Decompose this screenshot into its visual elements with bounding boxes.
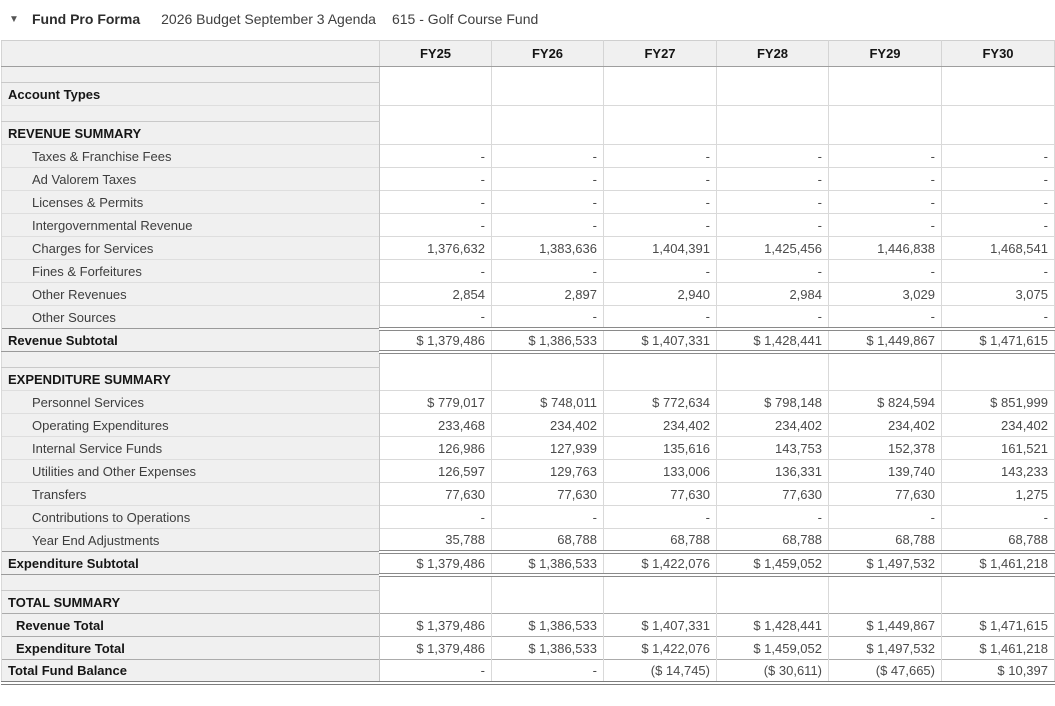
row-label: Utilities and Other Expenses (2, 460, 380, 483)
value-cell-FY26: - (492, 168, 604, 191)
row-label: Year End Adjustments (2, 529, 380, 552)
value-cell-FY26: - (492, 306, 604, 329)
value-cell-FY25 (380, 83, 492, 106)
value-cell-FY30 (942, 575, 1055, 591)
row-label: Revenue Subtotal (2, 329, 380, 352)
value-cell-FY26: $ 1,386,533 (492, 637, 604, 660)
table-row (2, 391, 1055, 414)
value-cell-FY29: $ 824,594 (829, 391, 942, 414)
row-label: Operating Expenditures (2, 414, 380, 437)
value-cell-FY30: - (942, 191, 1055, 214)
value-cell-FY25: - (380, 145, 492, 168)
value-cell-FY26: 68,788 (492, 529, 604, 552)
value-cell-FY27: 133,006 (604, 460, 717, 483)
row-label: Total Fund Balance (2, 660, 380, 683)
row-label: Other Revenues (2, 283, 380, 306)
table-row (2, 214, 1055, 237)
value-cell-FY28: 234,402 (717, 414, 829, 437)
value-cell-FY25: - (380, 191, 492, 214)
value-cell-FY30: 1,468,541 (942, 237, 1055, 260)
value-cell-FY27 (604, 575, 717, 591)
value-cell-FY27: - (604, 506, 717, 529)
value-cell-FY29: - (829, 168, 942, 191)
value-cell-FY28: 1,425,456 (717, 237, 829, 260)
value-cell-FY25 (380, 575, 492, 591)
row-label: TOTAL SUMMARY (2, 591, 380, 614)
table-row (2, 329, 1055, 352)
value-cell-FY29: - (829, 145, 942, 168)
value-cell-FY29: $ 1,497,532 (829, 552, 942, 575)
value-cell-FY29: - (829, 260, 942, 283)
value-cell-FY27: 1,404,391 (604, 237, 717, 260)
table-row (2, 106, 1055, 122)
value-cell-FY27: $ 1,407,331 (604, 614, 717, 637)
value-cell-FY26 (492, 106, 604, 122)
value-cell-FY26: $ 748,011 (492, 391, 604, 414)
table-row (2, 483, 1055, 506)
value-cell-FY27: $ 1,422,076 (604, 552, 717, 575)
table-row (2, 637, 1055, 660)
value-cell-FY29 (829, 83, 942, 106)
value-cell-FY26: 77,630 (492, 483, 604, 506)
value-cell-FY26: - (492, 145, 604, 168)
value-cell-FY28 (717, 352, 829, 368)
value-cell-FY28: - (717, 506, 829, 529)
proforma-header (0, 0, 1055, 27)
value-cell-FY29: 68,788 (829, 529, 942, 552)
row-label: Expenditure Subtotal (2, 552, 380, 575)
row-label: REVENUE SUMMARY (2, 122, 380, 145)
value-cell-FY30: - (942, 168, 1055, 191)
table-row (2, 122, 1055, 145)
value-cell-FY28: - (717, 306, 829, 329)
value-cell-FY30 (942, 352, 1055, 368)
value-cell-FY25: 233,468 (380, 414, 492, 437)
table-row (2, 83, 1055, 106)
value-cell-FY28 (717, 368, 829, 391)
row-label (2, 106, 380, 122)
row-label: Fines & Forfeitures (2, 260, 380, 283)
value-cell-FY30 (942, 83, 1055, 106)
value-cell-FY29: - (829, 214, 942, 237)
row-label: Taxes & Franchise Fees (2, 145, 380, 168)
value-cell-FY30: $ 1,461,218 (942, 637, 1055, 660)
value-cell-FY27: $ 772,634 (604, 391, 717, 414)
value-cell-FY29: - (829, 191, 942, 214)
value-cell-FY29: - (829, 306, 942, 329)
value-cell-FY25: $ 1,379,486 (380, 329, 492, 352)
table-row (2, 352, 1055, 368)
row-label: Charges for Services (2, 237, 380, 260)
table-row (2, 191, 1055, 214)
value-cell-FY28 (717, 106, 829, 122)
table-header-row (2, 41, 1055, 67)
value-cell-FY28: ($ 30,611) (717, 660, 829, 683)
value-cell-FY30: 68,788 (942, 529, 1055, 552)
value-cell-FY27: - (604, 214, 717, 237)
value-cell-FY28: $ 798,148 (717, 391, 829, 414)
column-header-FY30: FY30 (942, 41, 1055, 67)
value-cell-FY26: $ 1,386,533 (492, 329, 604, 352)
value-cell-FY28 (717, 575, 829, 591)
value-cell-FY25: - (380, 506, 492, 529)
value-cell-FY25: 126,986 (380, 437, 492, 460)
value-cell-FY29: 3,029 (829, 283, 942, 306)
column-header-FY28: FY28 (717, 41, 829, 67)
value-cell-FY29: 139,740 (829, 460, 942, 483)
value-cell-FY29: $ 1,497,532 (829, 637, 942, 660)
table-row (2, 237, 1055, 260)
table-row (2, 260, 1055, 283)
column-header-FY27: FY27 (604, 41, 717, 67)
value-cell-FY26: $ 1,386,533 (492, 552, 604, 575)
value-cell-FY26 (492, 67, 604, 83)
table-row (2, 460, 1055, 483)
value-cell-FY28: 68,788 (717, 529, 829, 552)
value-cell-FY25: - (380, 168, 492, 191)
table-row (2, 306, 1055, 329)
row-label: Licenses & Permits (2, 191, 380, 214)
value-cell-FY25 (380, 368, 492, 391)
value-cell-FY30 (942, 591, 1055, 614)
row-label (2, 352, 380, 368)
value-cell-FY26: - (492, 191, 604, 214)
value-cell-FY25: - (380, 660, 492, 683)
value-cell-FY30: - (942, 306, 1055, 329)
value-cell-FY29 (829, 67, 942, 83)
value-cell-FY26: - (492, 660, 604, 683)
value-cell-FY26: - (492, 260, 604, 283)
value-cell-FY28: 136,331 (717, 460, 829, 483)
fund-name-label: 615 - Golf Course Fund (391, 11, 539, 27)
value-cell-FY30 (942, 122, 1055, 145)
table-row (2, 437, 1055, 460)
value-cell-FY29 (829, 591, 942, 614)
value-cell-FY26 (492, 352, 604, 368)
row-label: Intergovernmental Revenue (2, 214, 380, 237)
value-cell-FY30: 234,402 (942, 414, 1055, 437)
table-body (2, 67, 1055, 683)
table-row (2, 529, 1055, 552)
value-cell-FY28: - (717, 145, 829, 168)
value-cell-FY30: 1,275 (942, 483, 1055, 506)
value-cell-FY27 (604, 67, 717, 83)
row-label (2, 575, 380, 591)
table-row (2, 67, 1055, 83)
value-cell-FY28: 2,984 (717, 283, 829, 306)
row-label: Personnel Services (2, 391, 380, 414)
value-cell-FY25: - (380, 260, 492, 283)
value-cell-FY25 (380, 67, 492, 83)
value-cell-FY30 (942, 106, 1055, 122)
value-cell-FY26: 129,763 (492, 460, 604, 483)
value-cell-FY25: - (380, 214, 492, 237)
value-cell-FY27 (604, 106, 717, 122)
value-cell-FY28: - (717, 168, 829, 191)
value-cell-FY28: - (717, 214, 829, 237)
value-cell-FY29: 152,378 (829, 437, 942, 460)
value-cell-FY28: $ 1,428,441 (717, 614, 829, 637)
value-cell-FY29: 234,402 (829, 414, 942, 437)
row-label: Transfers (2, 483, 380, 506)
value-cell-FY30: - (942, 260, 1055, 283)
value-cell-FY30: $ 10,397 (942, 660, 1055, 683)
table-row (2, 614, 1055, 637)
value-cell-FY28 (717, 591, 829, 614)
value-cell-FY30: - (942, 506, 1055, 529)
value-cell-FY30: $ 851,999 (942, 391, 1055, 414)
value-cell-FY29 (829, 368, 942, 391)
value-cell-FY27: 135,616 (604, 437, 717, 460)
row-label: Expenditure Total (2, 637, 380, 660)
value-cell-FY29: $ 1,449,867 (829, 329, 942, 352)
value-cell-FY30 (942, 368, 1055, 391)
value-cell-FY29: $ 1,449,867 (829, 614, 942, 637)
value-cell-FY30: $ 1,461,218 (942, 552, 1055, 575)
value-cell-FY27: - (604, 145, 717, 168)
value-cell-FY30: 161,521 (942, 437, 1055, 460)
table-row (2, 591, 1055, 614)
value-cell-FY25: $ 1,379,486 (380, 552, 492, 575)
value-cell-FY25: 77,630 (380, 483, 492, 506)
column-header-FY26: FY26 (492, 41, 604, 67)
value-cell-FY28: $ 1,459,052 (717, 552, 829, 575)
column-header-row (2, 41, 1055, 67)
value-cell-FY27: 77,630 (604, 483, 717, 506)
value-cell-FY29: 1,446,838 (829, 237, 942, 260)
column-header-FY29: FY29 (829, 41, 942, 67)
value-cell-FY29 (829, 122, 942, 145)
row-label: Account Types (2, 83, 380, 106)
value-cell-FY28 (717, 67, 829, 83)
table-row (2, 660, 1055, 683)
table-row (2, 414, 1055, 437)
value-cell-FY30: $ 1,471,615 (942, 329, 1055, 352)
value-cell-FY27: $ 1,422,076 (604, 637, 717, 660)
value-cell-FY30: - (942, 214, 1055, 237)
value-cell-FY28: 77,630 (717, 483, 829, 506)
value-cell-FY29 (829, 575, 942, 591)
value-cell-FY27 (604, 352, 717, 368)
value-cell-FY30: - (942, 145, 1055, 168)
row-label: Internal Service Funds (2, 437, 380, 460)
table-row (2, 145, 1055, 168)
row-label: Revenue Total (2, 614, 380, 637)
value-cell-FY28 (717, 122, 829, 145)
value-cell-FY29 (829, 352, 942, 368)
value-cell-FY25: 2,854 (380, 283, 492, 306)
value-cell-FY25 (380, 352, 492, 368)
value-cell-FY25: 1,376,632 (380, 237, 492, 260)
value-cell-FY26 (492, 368, 604, 391)
value-cell-FY27 (604, 83, 717, 106)
row-label (2, 67, 380, 83)
table-row (2, 368, 1055, 391)
table-row (2, 575, 1055, 591)
value-cell-FY27: $ 1,407,331 (604, 329, 717, 352)
fund-proforma-table (1, 40, 1055, 685)
value-cell-FY29 (829, 106, 942, 122)
value-cell-FY27: 68,788 (604, 529, 717, 552)
value-cell-FY25 (380, 122, 492, 145)
value-cell-FY30 (942, 67, 1055, 83)
value-cell-FY26: 2,897 (492, 283, 604, 306)
value-cell-FY25: $ 1,379,486 (380, 614, 492, 637)
value-cell-FY28: - (717, 191, 829, 214)
value-cell-FY25: 35,788 (380, 529, 492, 552)
table-row (2, 552, 1055, 575)
value-cell-FY26: 234,402 (492, 414, 604, 437)
value-cell-FY26 (492, 83, 604, 106)
value-cell-FY26: 1,383,636 (492, 237, 604, 260)
value-cell-FY28: $ 1,459,052 (717, 637, 829, 660)
column-header-FY25: FY25 (380, 41, 492, 67)
value-cell-FY25: 126,597 (380, 460, 492, 483)
row-label: Contributions to Operations (2, 506, 380, 529)
value-cell-FY25: $ 1,379,486 (380, 637, 492, 660)
value-cell-FY27: 2,940 (604, 283, 717, 306)
table-row (2, 283, 1055, 306)
value-cell-FY27: - (604, 260, 717, 283)
value-cell-FY28 (717, 83, 829, 106)
value-cell-FY29: ($ 47,665) (829, 660, 942, 683)
value-cell-FY30: $ 1,471,615 (942, 614, 1055, 637)
row-label: EXPENDITURE SUMMARY (2, 368, 380, 391)
table-row (2, 168, 1055, 191)
value-cell-FY30: 3,075 (942, 283, 1055, 306)
value-cell-FY27 (604, 122, 717, 145)
value-cell-FY26: - (492, 506, 604, 529)
row-label-column-header (2, 41, 380, 67)
value-cell-FY27 (604, 591, 717, 614)
value-cell-FY28: 143,753 (717, 437, 829, 460)
value-cell-FY27: - (604, 306, 717, 329)
value-cell-FY29: - (829, 506, 942, 529)
budget-name-label: 2026 Budget September 3 Agenda (161, 11, 376, 27)
value-cell-FY25 (380, 106, 492, 122)
table-row (2, 506, 1055, 529)
value-cell-FY26: - (492, 214, 604, 237)
row-label: Ad Valorem Taxes (2, 168, 380, 191)
collapse-triangle-icon[interactable]: ▼ (9, 13, 19, 25)
value-cell-FY26 (492, 591, 604, 614)
value-cell-FY26: 127,939 (492, 437, 604, 460)
value-cell-FY30: 143,233 (942, 460, 1055, 483)
value-cell-FY27: 234,402 (604, 414, 717, 437)
row-label: Other Sources (2, 306, 380, 329)
value-cell-FY27: - (604, 168, 717, 191)
value-cell-FY26: $ 1,386,533 (492, 614, 604, 637)
value-cell-FY25 (380, 591, 492, 614)
value-cell-FY28: - (717, 260, 829, 283)
value-cell-FY25: - (380, 306, 492, 329)
value-cell-FY28: $ 1,428,441 (717, 329, 829, 352)
page-title: Fund Pro Forma (32, 11, 141, 27)
value-cell-FY27 (604, 368, 717, 391)
value-cell-FY26 (492, 122, 604, 145)
value-cell-FY29: 77,630 (829, 483, 942, 506)
value-cell-FY27: ($ 14,745) (604, 660, 717, 683)
value-cell-FY27: - (604, 191, 717, 214)
value-cell-FY25: $ 779,017 (380, 391, 492, 414)
value-cell-FY26 (492, 575, 604, 591)
